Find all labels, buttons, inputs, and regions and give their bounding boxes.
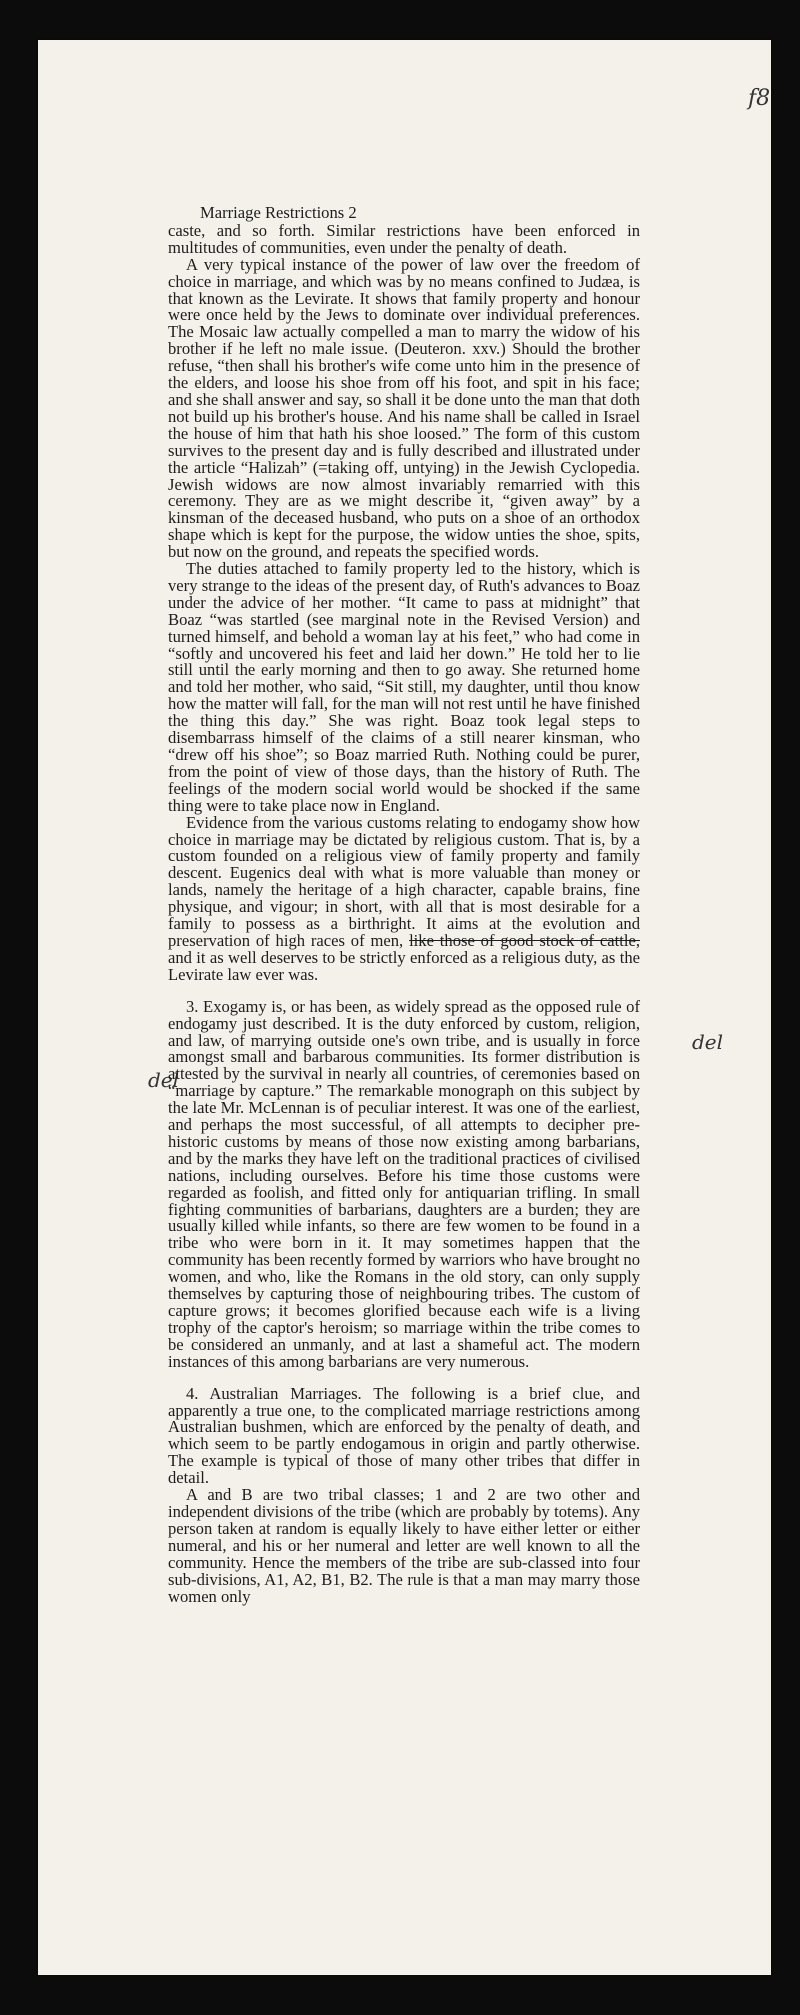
paragraph-tribal-classes: A and B are two tribal classes; 1 and 2 are two other and independent divisions of the tribe (which are probably by totems). Any person taken at random is equally likely to have either letter or either numeral, and his or her numeral and letter are well known to all the community. Hence the members of the tribe are sub-classed into four sub-divisions, A1, A2, B1, B2. The rule is that a man may marry those women only — [168, 1485, 640, 1606]
body-text — [168, 205, 640, 1605]
section-exogamy: 3. Exogamy is, or has been, as widely spread as the opposed rule of endogamy just described. It is the duty enforced by custom, religion, and law, of marrying outside one's own tribe, and is usually in force amongst small and barbarous communities. Its former distribution is attested by the survival in nearly all countries, of ceremonies based on “marriage by capture.” The remarkable monograph on this subject by the late Mr. McLennan is of peculiar interest. It was one of the earliest, and perhaps the most successful, of all attempts to decipher pre-historic customs by means of those now existing among barbarians, and by the marks they have left on the traditional practices of civilised nations, including ourselves. Before his time those customs were regarded as foolish, and fitted only for antiquarian trifling. In small fighting communities of barbarians, daughters are a burden; they are usually killed while infants, so there are few women to be found in a tribe who were born in it. It may sometimes happen that the community has been recently formed by warriors who have brought no women, and who, like the Romans in the old story, can only supply themselves by capturing those of neighbouring tribes. The custom of capture grows; it becomes glorified because each wife is a living trophy of the captor's heroism; so marriage within the tribe comes to be considered an unmanly, and at last a shameful act. The modern instances of this among barbarians are very numerous. — [168, 996, 640, 1371]
endogamy-text-a: Evidence from the various customs relating to endogamy show how choice in marriage may be dictated by religious custom. That is, by a custom founded on a religious view of family property and family descent. Eugenics deal with what is more valuable than money or lands, namely the heritage of a high character, capable brains, fine physique, and vigour; in short, with all that is most desirable for a family to possess as a birthright. It aims at the evolution and preservation of high races of men, — [168, 812, 640, 950]
section-australian-marriages: 4. Australian Marriages. The following is a brief clue, and apparently a true one, to the complicated marriage restrictions among Australian bushmen, which are enforced by the penalty of death, and which seem to be partly endogamous in origin and partly otherwise. The example is typical of those of many other tribes that differ in detail. — [168, 1383, 640, 1488]
margin-note-left: del — [148, 1068, 180, 1092]
running-head: Marriage Restrictions 2 — [200, 203, 357, 222]
paragraph-ruth: The duties attached to family property led to the history, which is very strange to the ideas of the present day, of Ruth's advances to Boaz under the advice of her mother. “It came to pass at midnight” that Boaz “was startled (see marginal note in the Revised Version) and turned himself, and behold a woman lay at his feet,” who had come in “softly and uncovered his feet and laid her down.” He told her to lie still until the early morning and then to go away. She returned home and told her mother, who said, “Sit still, my daughter, until thou know how the matter will fall, for the man will not rest until he have finished the thing this day.” She was right. Boaz took legal steps to disembarrass himself of the claims of a still nearer kinsman, who “drew off his shoe”; so Boaz married Ruth. Nothing could be purer, from the point of view of those days, than the history of Ruth. The feelings of the modern social world would be shocked if the same thing were to take place now in England. — [168, 559, 640, 815]
struck-through-text: like those of good stock of cattle, — [409, 930, 640, 950]
paragraph-levirate: A very typical instance of the power of law over the freedom of choice in marriage, and which was by no means confined to Judæa, is that known as the Levirate. It shows that family property and honour were once held by the Jews to dominate over individual preferences. The Mosaic law actually compelled a man to marry the widow of his brother if he left no male issue. (Deuteron. xxv.) Should the brother refuse, “then shall his brother's wife come unto him in the presence of the elders, and loose his shoe from off his foot, and spit in his face; and she shall answer and say, so shall it be done unto the man that doth not build up his brother's house. And his name shall be called in Israel the house of him that hath his shoe loosed.” The form of this custom survives to the present day and is fully described and illustrated under the article “Halizah” (=taking off, untying) in the Jewish Cyclopedia. Jewish widows are now almost invariably remarried with this ceremony. They are as we might describe it, “given away” by a kinsman of the deceased husband, who puts on a shoe of an orthodox shape which is kept for the purpose, the widow unties the shoe, spits, but now on the ground, and repeats the specified words. — [168, 254, 640, 562]
folio-mark: f8 — [748, 86, 771, 111]
paragraph-continuation: caste, and so forth. Similar restrictions have been enforced in multitudes of communities, even under the penalty of death. — [168, 220, 640, 257]
endogamy-text-b: and it as well deserves to be strictly enforced as a religious duty, as the Levirate law ever was. — [168, 947, 640, 984]
paragraph-endogamy — [168, 812, 640, 984]
margin-note-right: del — [692, 1030, 724, 1054]
